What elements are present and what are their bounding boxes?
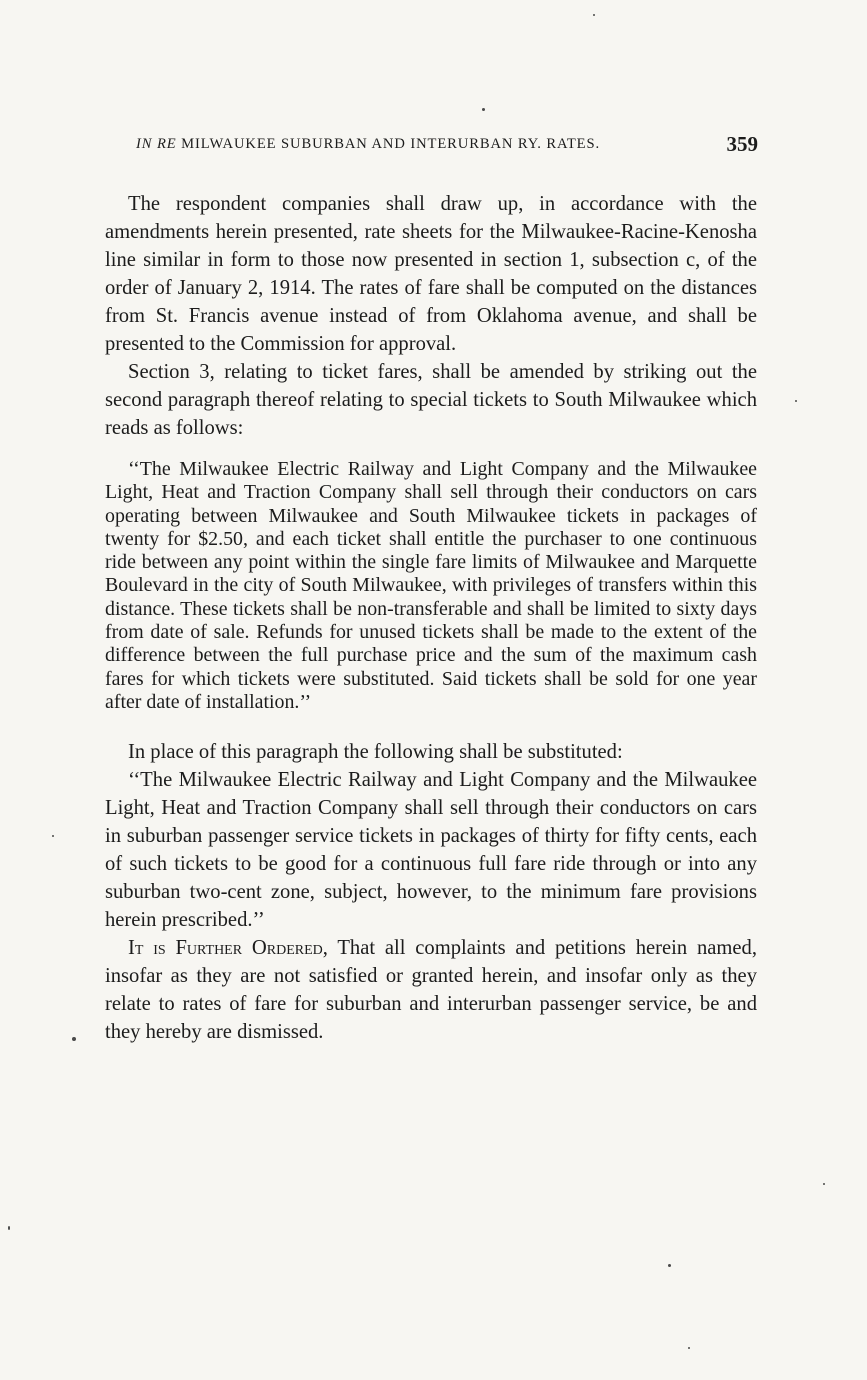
running-header xyxy=(136,132,758,160)
page-number: 359 xyxy=(726,132,758,156)
print-speck xyxy=(52,835,54,837)
body-text xyxy=(105,190,757,1046)
block-quote xyxy=(105,458,757,714)
print-speck xyxy=(72,1037,76,1041)
paragraph-substituted-text: ‘‘The Milwaukee Electric Railway and Light Company and the Milwaukee Light, Heat and Traction Company shall sell through their conductors on cars in suburban passenger service tickets in packages of thirty for fifty cents, each of such tickets to be good for a continuous full fare ride through or into any suburban two-cent zone, subject, however, to the minimum fare provisions herein prescribed.’’ xyxy=(105,769,757,932)
print-speck xyxy=(8,1226,10,1230)
running-title xyxy=(136,136,600,153)
paragraph-further-ordered xyxy=(105,934,757,1046)
print-speck xyxy=(823,1183,825,1185)
print-speck xyxy=(795,400,797,402)
paragraph-substitution: In place of this paragraph the following shall be substituted: xyxy=(128,741,623,764)
paragraph-rate-sheets: The respondent companies shall draw up, in accordance with the amendments herein presented, rate sheets for the Milwaukee-Racine-Kenosha line similar in form to those now presented in section 1, subsection c, of the order of January 2, 1914. The rates of fare shall be computed on the distances from St. Francis avenue instead of from Oklahoma avenue, and shall be presented to the Commission for approval. xyxy=(105,193,757,355)
running-title-italic: IN RE xyxy=(136,136,177,152)
further-ordered-lead: It is Further Ordered, xyxy=(128,937,328,960)
print-speck xyxy=(668,1264,671,1267)
print-speck xyxy=(688,1347,690,1349)
quoted-paragraph: ‘‘The Milwaukee Electric Railway and Light Company and the Milwaukee Light, Heat and Traction Company shall sell through their conductors on cars operating between Milwaukee and South Milwaukee tickets in packages of twenty for $2.50, and each ticket shall entitle the purchaser to one continuous ride between any point within the single fare limits of Milwaukee and Marquette Boulevard in the city of South Milwaukee, with privileges of transfers within this distance. These tickets shall be non-transferable and shall be limited to sixty days from date of sale. Refunds for unused tickets shall be made to the extent of the difference between the full purchase price and the sum of the maximum cash fares for which tickets were substituted. Said tickets shall be sold for one year after date of installation.’’ xyxy=(105,458,757,713)
print-speck xyxy=(482,108,485,111)
paragraph-section-3: Section 3, relating to ticket fares, shall be amended by striking out the second paragraph thereof relating to special tickets to South Milwaukee which reads as follows: xyxy=(105,361,757,439)
further-ordered-text: That all complaints and petitions herein named, insofar as they are not satisfied or granted herein, and insofar only as they relate to rates of fare for suburban and interurban passenger service, be and they hereby are dismissed. xyxy=(105,937,757,1044)
running-title-text: MILWAUKEE SUBURBAN AND INTERURBAN RY. RATES. xyxy=(176,136,601,152)
print-speck xyxy=(593,14,595,16)
